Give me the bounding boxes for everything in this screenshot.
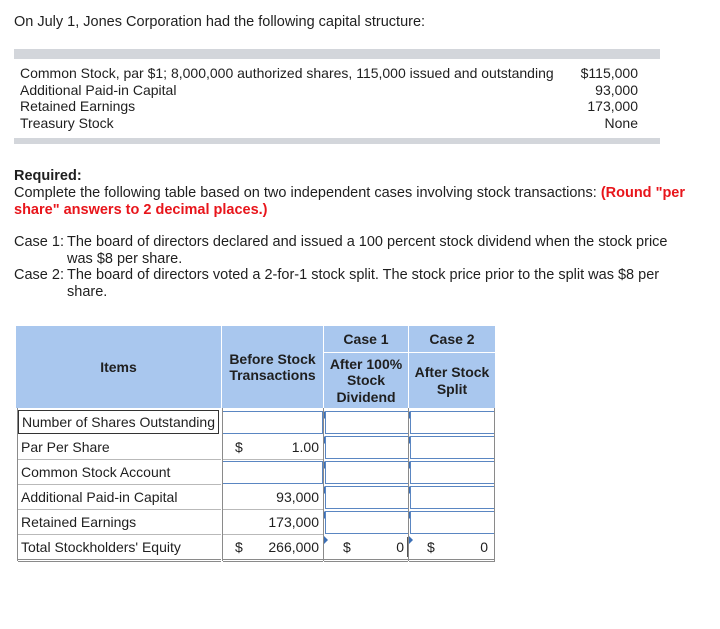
before-common-input[interactable] — [222, 461, 323, 484]
capital-label-common-stock: Common Stock, par $1; 8,000,000 authorized shares, 115,000 issued and outstanding — [20, 65, 554, 81]
capital-label-apic: Additional Paid-in Capital — [20, 81, 177, 98]
case1-total-marker-icon — [324, 536, 328, 544]
header-items: Items — [16, 326, 222, 408]
row-label-par: Par Per Share — [18, 435, 221, 460]
case1-common-input[interactable] — [325, 461, 409, 484]
case2-shares-input[interactable] — [410, 411, 495, 434]
before-shares-input[interactable] — [222, 411, 323, 434]
table-left-border — [17, 408, 18, 561]
case2-total-value: 0 — [480, 539, 488, 555]
capital-value-retained: 173,000 — [587, 98, 638, 114]
case2-label: Case 2: — [14, 267, 64, 283]
row-label-total: Total Stockholders' Equity — [18, 535, 221, 562]
case1-total-value: 0 — [396, 539, 404, 555]
case1-total-cell — [324, 535, 408, 562]
header-case2: Case 2 — [409, 326, 495, 353]
case1-retained-input[interactable] — [325, 511, 409, 534]
case2-par-input[interactable] — [410, 436, 495, 459]
table-col-divider-1 — [222, 408, 223, 561]
required-text: Complete the following table based on two independent cases involving stock transactions: — [14, 185, 597, 201]
case1-apic-input[interactable] — [325, 486, 409, 509]
required-section — [14, 168, 694, 219]
row-label-apic: Additional Paid-in Capital — [18, 485, 221, 510]
row-label-common-stock: Common Stock Account — [18, 460, 221, 485]
case2-total-dollar: $ — [427, 539, 435, 555]
capital-table-top-bar — [14, 49, 660, 59]
before-par-dollar: $ — [235, 439, 243, 455]
case2-text: The board of directors voted a 2-for-1 stock split. The stock price prior to the split was $8 per share. — [67, 267, 660, 300]
before-par-cell — [223, 435, 323, 460]
case1-shares-input[interactable] — [325, 411, 409, 434]
case2-common-input[interactable] — [410, 461, 495, 484]
header-before: Before Stock Transactions — [222, 326, 324, 408]
capital-value-apic: 93,000 — [595, 81, 638, 98]
table-col-divider-2 — [323, 408, 324, 561]
table-col-divider-3 — [408, 408, 409, 561]
intro-text: On July 1, Jones Corporation had the following capital structure: — [14, 14, 426, 30]
row-label-retained: Retained Earnings — [18, 510, 221, 535]
capital-value-treasury: None — [604, 114, 638, 131]
capital-label-treasury: Treasury Stock — [20, 114, 114, 131]
case1-par-input[interactable] — [325, 436, 409, 459]
rounding-note: (Round "per share" answers to 2 decimal places.) — [14, 185, 686, 218]
before-retained-cell — [223, 510, 323, 535]
before-total-value: 266,000 — [268, 539, 319, 555]
before-total-dollar: $ — [235, 539, 243, 555]
before-apic-value: 93,000 — [276, 489, 319, 505]
before-par-value: 1.00 — [291, 439, 319, 455]
case1-total-dollar: $ — [343, 539, 351, 555]
header-case1-sub: After 100% Stock Dividend — [324, 353, 409, 408]
required-heading: Required: — [14, 168, 82, 184]
header-case1: Case 1 — [324, 326, 409, 353]
case2-retained-input[interactable] — [410, 511, 495, 534]
row-label-shares: Number of Shares Outstanding — [18, 410, 219, 434]
case2-total-cell — [409, 535, 495, 562]
case1-label: Case 1: — [14, 234, 64, 250]
capital-label-retained: Retained Earnings — [20, 98, 136, 114]
case2-total-marker-icon — [409, 536, 413, 544]
capital-table-bottom-bar — [14, 138, 660, 144]
before-apic-cell — [223, 485, 323, 510]
before-retained-value: 173,000 — [268, 514, 319, 530]
capital-value-common-stock: $115,000 — [580, 65, 638, 81]
table-right-border — [494, 408, 495, 561]
header-case2-sub: After Stock Split — [409, 353, 495, 408]
case2-apic-input[interactable] — [410, 486, 495, 509]
case1-text: The board of directors declared and issued a 100 percent stock dividend when the stock price was $8 per share. — [67, 234, 668, 267]
before-total-cell — [223, 535, 323, 562]
